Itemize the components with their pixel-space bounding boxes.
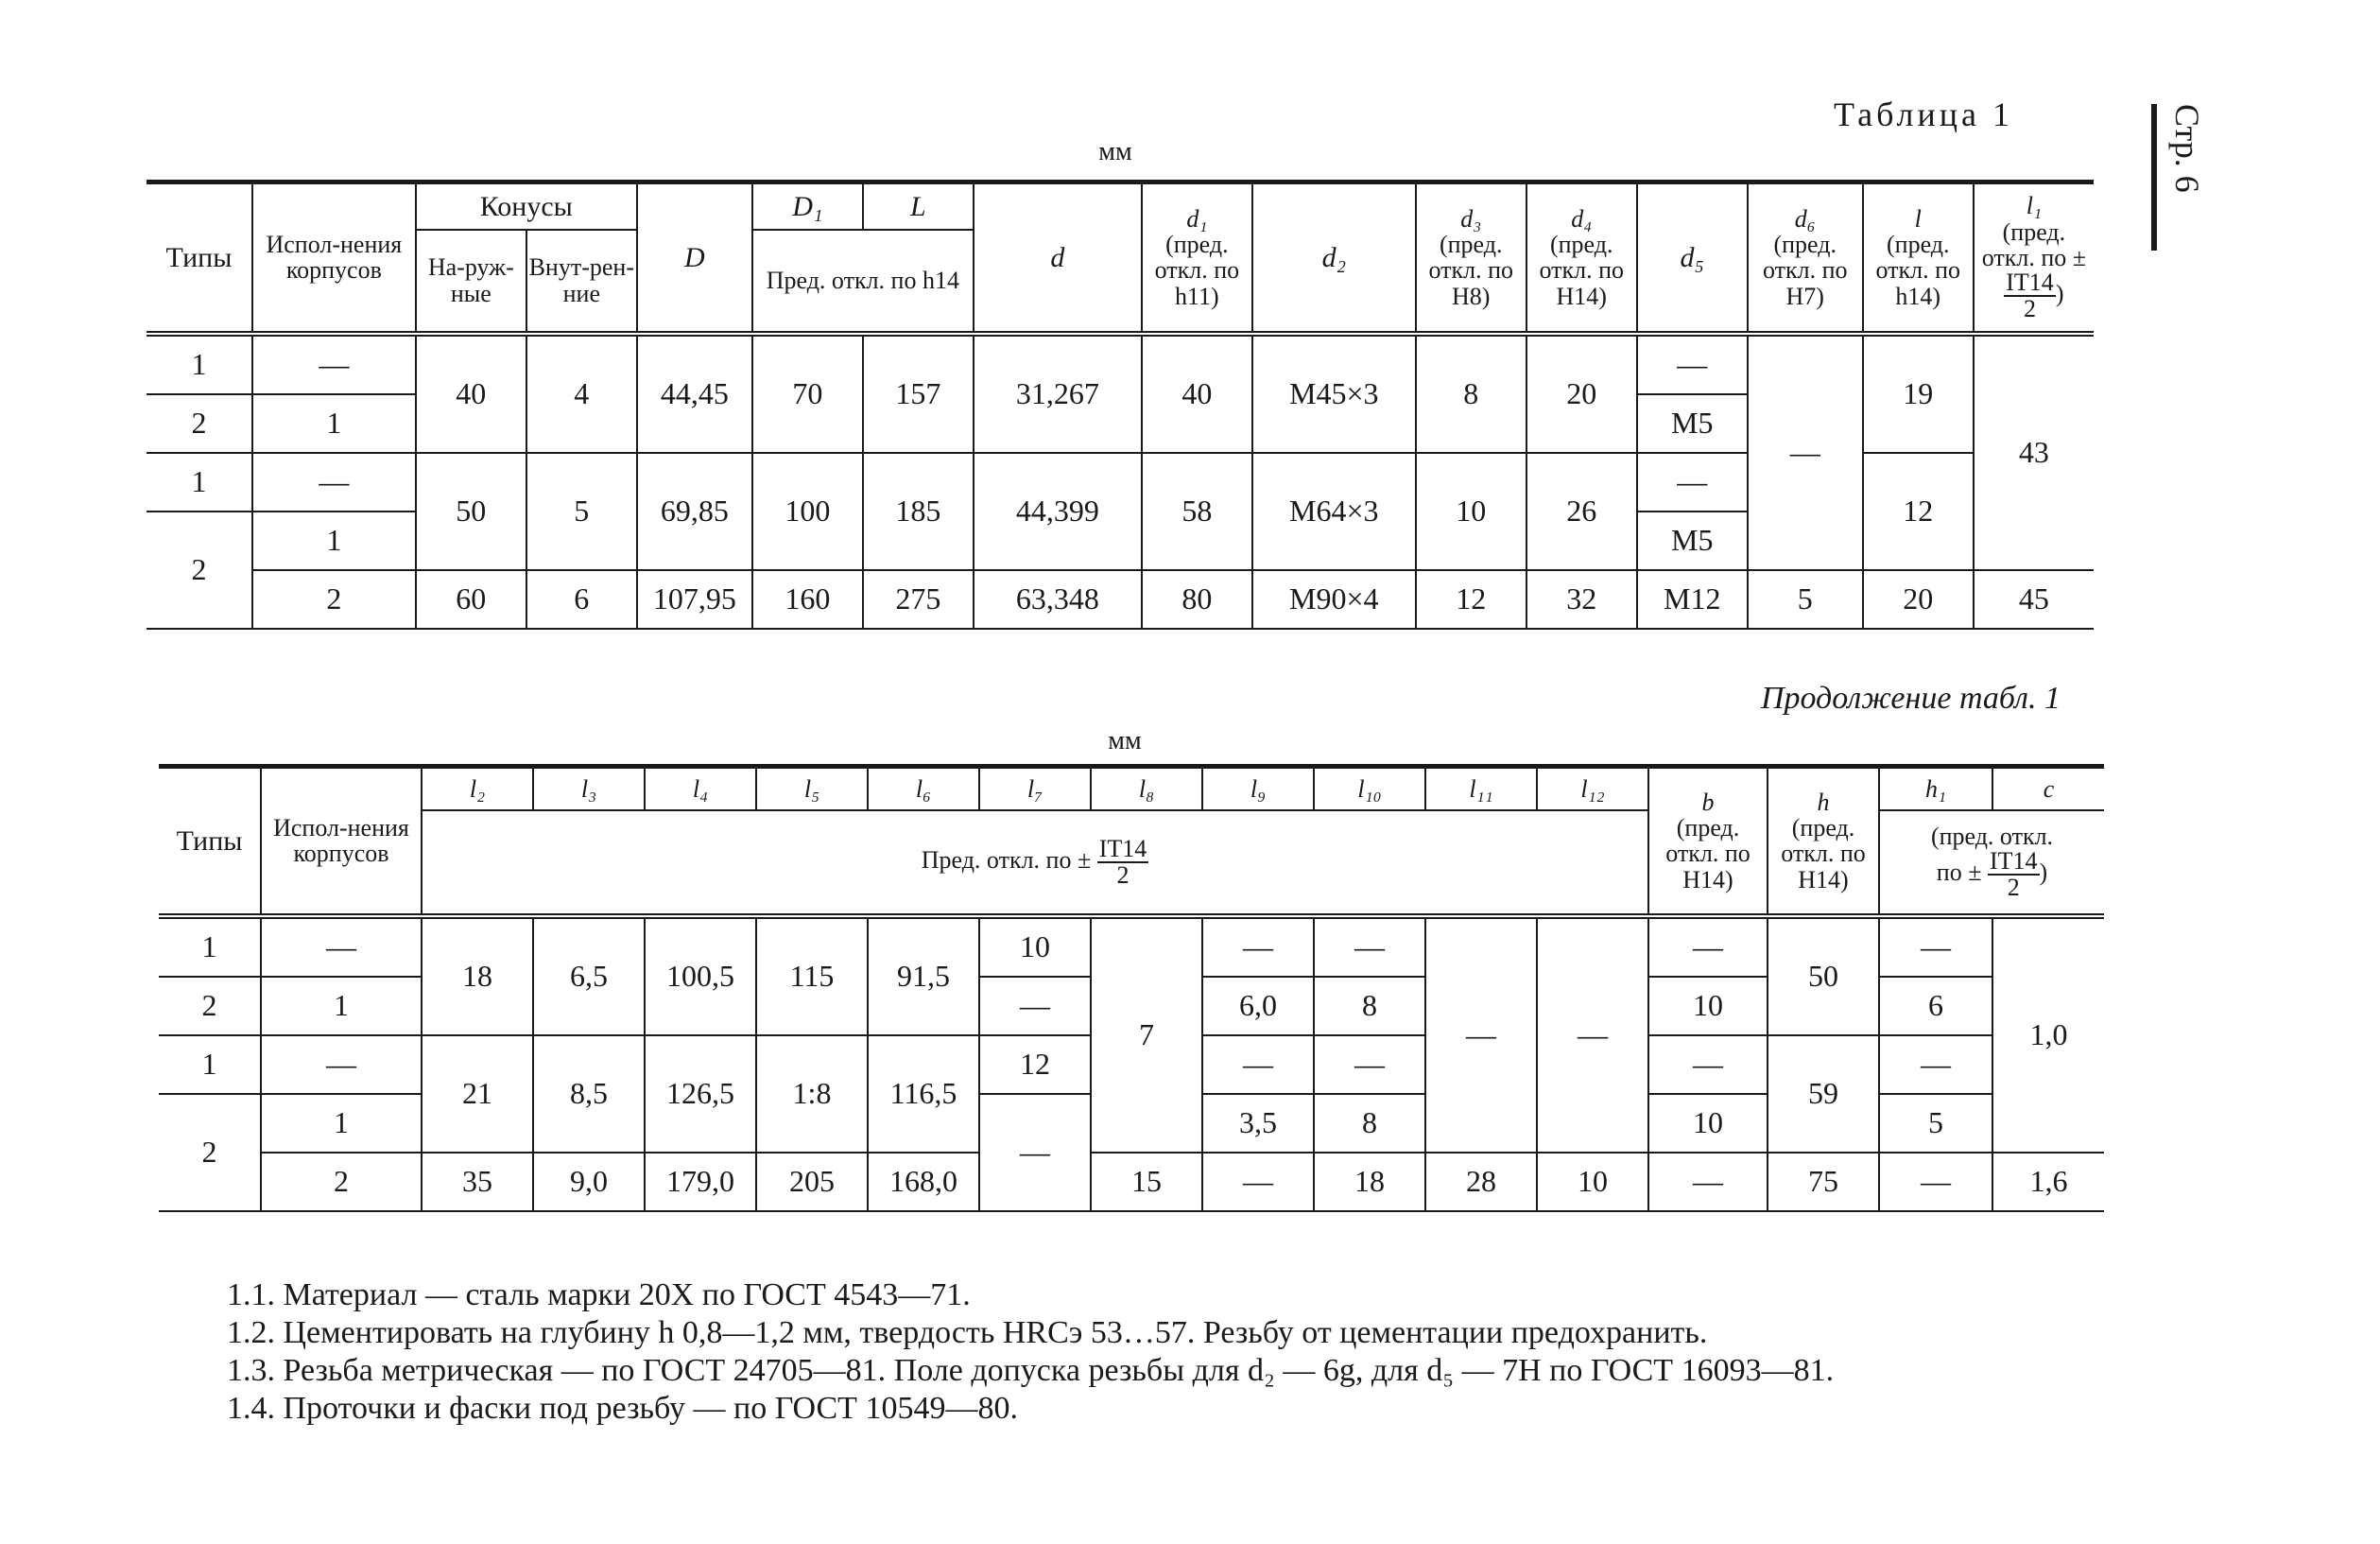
cell-d6: 5 [1748, 570, 1863, 629]
cell-d5: — [1637, 453, 1748, 512]
cell-l: 20 [1863, 570, 1974, 629]
cell-inner: 5 [526, 453, 637, 570]
cell-b: — [1648, 1035, 1768, 1094]
cell-L: 275 [863, 570, 974, 629]
version-cell: 1 [252, 394, 416, 453]
cell-D: 44,45 [637, 334, 752, 453]
version-cell: 1 [261, 977, 422, 1035]
cell-b: — [1648, 1153, 1768, 1211]
version-cell: — [261, 916, 422, 977]
cell-inner: 4 [526, 334, 637, 453]
header-h-tol: (пред. откл. по H14) [1781, 813, 1866, 893]
header-l-symbol: l [1914, 204, 1922, 233]
unit-label-bottom: мм [1108, 726, 1142, 755]
header-l [1863, 182, 1974, 334]
header-d1 [1142, 182, 1252, 334]
cell-l1: 45 [1974, 570, 2094, 629]
page-number-label: Стр. 6 [2168, 104, 2206, 193]
version-cell: 2 [261, 1153, 422, 1211]
version-cell: — [261, 1035, 422, 1094]
header-l9: l₉ [1202, 767, 1314, 810]
cell-h1: 5 [1879, 1094, 1992, 1153]
header-l11: l₁₁ [1425, 767, 1537, 810]
header-l2: l₂ [422, 767, 533, 810]
cell-l9: 3,5 [1202, 1094, 1314, 1153]
dimensions-table-1 [147, 180, 2094, 630]
header-D1: D₁ [752, 182, 863, 230]
version-cell: — [252, 453, 416, 512]
header-d5: d₅ [1637, 182, 1748, 334]
cell-h: 50 [1768, 916, 1879, 1035]
header-h-symbol: h [1817, 788, 1830, 816]
cell-b: 10 [1648, 977, 1768, 1035]
header-l12: l₁₂ [1537, 767, 1648, 810]
cell-l5: 205 [756, 1153, 868, 1211]
cell-d4: 20 [1526, 334, 1637, 453]
fraction-denominator: 2 [2024, 295, 2037, 323]
cell-d4: 26 [1526, 453, 1637, 570]
header-h1c-tol-a: (пред. откл. [1930, 822, 2054, 850]
version-cell: — [252, 334, 416, 394]
cell-d1: 40 [1142, 334, 1252, 453]
fraction-numerator: IT14 [1098, 834, 1147, 862]
type-cell: 2 [159, 1094, 261, 1211]
cell-l10: 8 [1314, 1094, 1425, 1153]
header-d4-symbol: d₄ [1571, 204, 1593, 233]
cell-h: 59 [1768, 1035, 1879, 1153]
cell-l: 12 [1863, 453, 1974, 570]
header-types: Типы [147, 182, 252, 334]
type-cell: 1 [147, 453, 252, 512]
cell-d5: M5 [1637, 512, 1748, 570]
note-3: 1.3. Резьба метрическая — по ГОСТ 24705—81. Поле допуска резьбы для d₂ — 6g, для d₅ — 7H по ГОСТ 16093—81. [227, 1353, 1835, 1388]
header-l1: l₁ (пред. откл. по ± $\frac{IT14}{2}$ ) [1974, 182, 2094, 334]
fraction-numerator: IT14 [1989, 847, 2038, 876]
page-marker-bar [2151, 104, 2157, 251]
header-d6-symbol: d₆ [1794, 204, 1816, 233]
cell-d1: 58 [1142, 453, 1252, 570]
cell-l1: 43 [1974, 334, 2094, 570]
type-cell: 2 [147, 394, 252, 453]
header-l8: l₈ [1091, 767, 1202, 810]
cell-l3: 9,0 [533, 1153, 645, 1211]
header-h [1768, 767, 1879, 916]
cell-d3: 8 [1416, 334, 1526, 453]
cell-D1: 100 [752, 453, 863, 570]
header-b-tol: (пред. откл. по H14) [1665, 813, 1751, 893]
cell-l7: — [979, 977, 1091, 1035]
cell-d4: 32 [1526, 570, 1637, 629]
cell-l10: 8 [1314, 977, 1425, 1035]
cell-d6: — [1748, 334, 1863, 570]
cell-l7: 12 [979, 1035, 1091, 1094]
cell-D1: 70 [752, 334, 863, 453]
cell-l4: 179,0 [645, 1153, 756, 1211]
cell-l8: 7 [1091, 916, 1202, 1153]
header-l1-symbol: l₁ [2026, 192, 2042, 220]
cell-l12: — [1537, 916, 1648, 1153]
cell-d2: M64×3 [1252, 453, 1416, 570]
type-cell: 2 [159, 977, 261, 1035]
type-cell: 2 [147, 512, 252, 629]
header-cones: Конусы [416, 182, 637, 230]
cell-l7: — [979, 1094, 1091, 1211]
cell-d: 31,267 [974, 334, 1142, 453]
version-cell: 2 [252, 570, 416, 629]
header-d6 [1748, 182, 1863, 334]
header-d3-symbol: d₃ [1460, 204, 1482, 233]
note-4: 1.4. Проточки и фаски под резьбу — по ГОСТ 10549—80. [227, 1391, 1018, 1426]
cell-d2: M90×4 [1252, 570, 1416, 629]
header-d3-tol: (пред. откл. по H8) [1428, 230, 1514, 310]
header-types: Типы [159, 767, 261, 916]
cell-d5: M12 [1637, 570, 1748, 629]
dimensions-table-2 [159, 764, 2104, 1212]
cell-l9: 6,0 [1202, 977, 1314, 1035]
unit-label-top: мм [1098, 137, 1132, 166]
cell-d3: 12 [1416, 570, 1526, 629]
cell-h1: — [1879, 1035, 1992, 1094]
cell-d5: M5 [1637, 394, 1748, 453]
cell-l4: 126,5 [645, 1035, 756, 1153]
cell-d2: M45×3 [1252, 334, 1416, 453]
header-l3: l₃ [533, 767, 645, 810]
header-d: d [974, 182, 1142, 334]
header-d2: d₂ [1252, 182, 1416, 334]
cell-l2: 21 [422, 1035, 533, 1153]
cell-b: 10 [1648, 1094, 1768, 1153]
header-h1c-tol-c: ) [2039, 859, 2048, 887]
cell-D: 69,85 [637, 453, 752, 570]
header-d1-symbol: d₁ [1186, 204, 1208, 233]
note-1: 1.1. Материал — сталь марки 20Х по ГОСТ 4543—71. [227, 1277, 971, 1312]
cell-h1: 6 [1879, 977, 1992, 1035]
cell-outer: 40 [416, 334, 526, 453]
cell-l10: — [1314, 916, 1425, 977]
fraction-it14-b [1988, 849, 2040, 900]
cell-h: 75 [1768, 1153, 1879, 1211]
cell-l10: — [1314, 1035, 1425, 1094]
version-cell: 1 [261, 1094, 422, 1153]
cell-l7: 10 [979, 916, 1091, 977]
cell-l12: 10 [1537, 1153, 1648, 1211]
cell-d5: — [1637, 334, 1748, 394]
fraction-it14 [1097, 834, 1149, 889]
cell-l2: 35 [422, 1153, 533, 1211]
cell-l9: — [1202, 1153, 1314, 1211]
cell-l4: 100,5 [645, 916, 756, 1035]
table-title: Таблица 1 [1834, 95, 2013, 133]
header-d6-tol: (пред. откл. по H7) [1762, 230, 1848, 310]
header-l6: l₆ [868, 767, 979, 810]
cell-L: 185 [863, 453, 974, 570]
cell-l: 19 [1863, 334, 1974, 453]
header-b [1648, 767, 1768, 916]
cell-l5: 1:8 [756, 1035, 868, 1153]
cell-D1: 160 [752, 570, 863, 629]
cell-L: 157 [863, 334, 974, 453]
version-cell: 1 [252, 512, 416, 570]
fraction-denominator: 2 [1116, 860, 1130, 889]
cell-l3: 6,5 [533, 916, 645, 1035]
notes-block [227, 1276, 1834, 1428]
cell-l6: 168,0 [868, 1153, 979, 1211]
header-l-tol: (пред. откл. по h14) [1875, 230, 1961, 310]
header-d4-tol: (пред. откл. по H14) [1539, 230, 1624, 310]
header-l7: l₇ [979, 767, 1091, 810]
header-l1-tol: (пред. откл. по ± [1981, 217, 2087, 271]
type-cell: 1 [147, 334, 252, 394]
header-c: c [1992, 767, 2104, 810]
cell-l5: 115 [756, 916, 868, 1035]
cell-l3: 8,5 [533, 1035, 645, 1153]
header-h1: h₁ [1879, 767, 1992, 810]
cell-h1: — [1879, 916, 1992, 977]
header-versions: Испол-нения корпусов [261, 767, 422, 916]
fraction-numerator: IT14 [2006, 269, 2054, 297]
header-cones-outer: На-руж-ные [416, 230, 526, 334]
type-cell: 1 [159, 916, 261, 977]
cell-l6: 116,5 [868, 1035, 979, 1153]
header-d4 [1526, 182, 1637, 334]
type-cell: 1 [159, 1035, 261, 1094]
fraction-denominator: 2 [2007, 874, 2020, 902]
fraction-it14 [2004, 270, 2056, 321]
cell-d1: 80 [1142, 570, 1252, 629]
header-h1c-tolerance [1879, 810, 2104, 916]
cell-l11: — [1425, 916, 1537, 1153]
cell-outer: 60 [416, 570, 526, 629]
header-versions: Испол-нения корпусов [252, 182, 416, 334]
cell-h1: — [1879, 1153, 1992, 1211]
header-l-tolerance-text: Пред. откл. по ± [921, 845, 1092, 874]
cell-d: 63,348 [974, 570, 1142, 629]
header-b-symbol: b [1701, 788, 1715, 816]
note-2: 1.2. Цементировать на глубину h 0,8—1,2 мм, твердость HRCэ 53…57. Резьбу от цементации предохранить. [227, 1315, 1708, 1350]
header-l4: l₄ [645, 767, 756, 810]
cell-l9: — [1202, 916, 1314, 977]
cell-b: — [1648, 916, 1768, 977]
cell-l10: 18 [1314, 1153, 1425, 1211]
cell-l9: — [1202, 1035, 1314, 1094]
header-h1c-tol-b: по ± [1936, 859, 1982, 887]
cell-l2: 18 [422, 916, 533, 1035]
continuation-label: Продолжение табл. 1 [1760, 681, 2061, 716]
header-d3 [1416, 182, 1526, 334]
cell-D: 107,95 [637, 570, 752, 629]
cell-c: 1,6 [1992, 1153, 2104, 1211]
header-l5: l₅ [756, 767, 868, 810]
header-l-tolerance [422, 810, 1648, 916]
cell-outer: 50 [416, 453, 526, 570]
header-cones-inner: Внут-рен-ние [526, 230, 637, 334]
header-L: L [863, 182, 974, 230]
cell-c: 1,0 [1992, 916, 2104, 1153]
header-l10: l₁₀ [1314, 767, 1425, 810]
header-D: D [637, 182, 752, 334]
cell-l6: 91,5 [868, 916, 979, 1035]
header-d1-tol: (пред. откл. по h11) [1154, 230, 1240, 310]
cell-inner: 6 [526, 570, 637, 629]
header-D1L-tolerance: Пред. откл. по h14 [752, 230, 974, 334]
cell-l11: 28 [1425, 1153, 1537, 1211]
cell-l8: 15 [1091, 1153, 1202, 1211]
cell-d: 44,399 [974, 453, 1142, 570]
cell-d3: 10 [1416, 453, 1526, 570]
